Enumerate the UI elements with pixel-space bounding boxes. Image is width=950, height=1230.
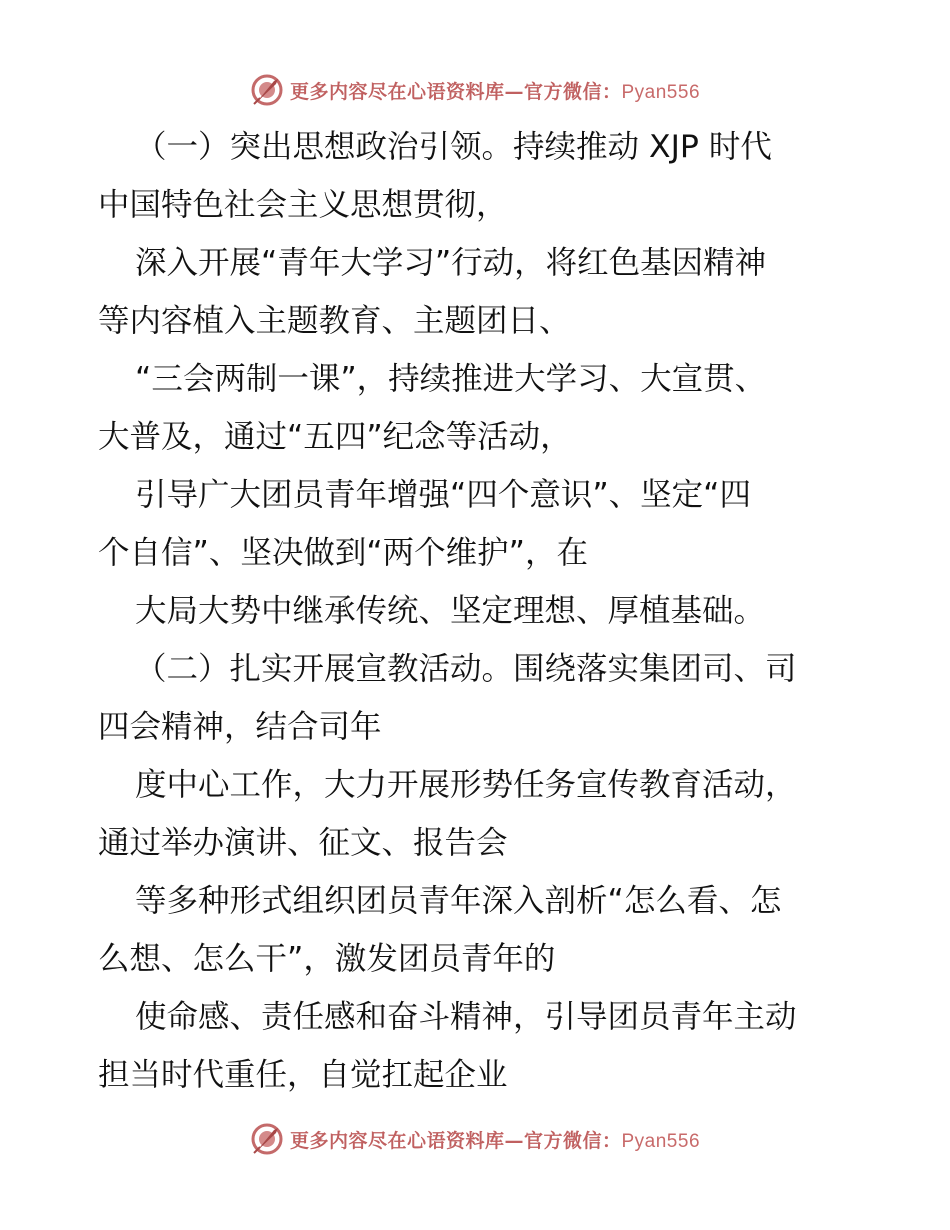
text-line: （二）扎实开展宣教活动。围绕落实集团司、司 <box>135 651 797 687</box>
header-wechat-id: Pyan556 <box>621 81 701 103</box>
text-line: 大普及，通过“五四”纪念等活动， <box>98 419 572 455</box>
document-body <box>98 118 858 1104</box>
footer-wechat-id: Pyan556 <box>621 1130 701 1152</box>
text-line: 大局大势中继承传统、坚定理想、厚植基础。 <box>135 593 766 629</box>
footer-banner <box>0 1121 950 1157</box>
text-line: “三会两制一课”，持续推进大学习、大宣贯、 <box>135 361 767 397</box>
quill-circle-icon <box>250 1122 284 1156</box>
text-line: 么想、怎么干”，激发团员青年的 <box>98 941 556 977</box>
text-line: 四会精神，结合司年 <box>98 709 382 745</box>
header-banner-text: 更多内容尽在心语资料库—官方微信： <box>289 80 622 103</box>
text-line: 个自信”、坚决做到“两个维护”，在 <box>98 535 588 571</box>
text-line: 度中心工作，大力开展形势任务宣传教育活动， <box>135 767 797 803</box>
quill-circle-icon <box>250 73 284 107</box>
text-line: （一）突出思想政治引领。持续推动 XJP 时代 <box>135 129 772 165</box>
text-line: 等多种形式组织团员青年深入剖析“怎么看、怎 <box>135 883 782 919</box>
text-line: 等内容植入主题教育、主题团日、 <box>98 303 571 339</box>
header-banner <box>0 72 950 108</box>
text-line: 引导广大团员青年增强“四个意识”、坚定“四 <box>135 477 751 513</box>
footer-banner-text: 更多内容尽在心语资料库—官方微信： <box>289 1129 622 1152</box>
text-line: 通过举办演讲、征文、报告会 <box>98 825 508 861</box>
text-line: 担当时代重任，自觉扛起企业 <box>98 1057 508 1093</box>
text-line: 使命感、责任感和奋斗精神，引导团员青年主动 <box>135 999 797 1035</box>
text-line: 深入开展“青年大学习”行动，将红色基因精神 <box>135 245 767 281</box>
text-line: 中国特色社会主义思想贯彻， <box>98 187 508 223</box>
